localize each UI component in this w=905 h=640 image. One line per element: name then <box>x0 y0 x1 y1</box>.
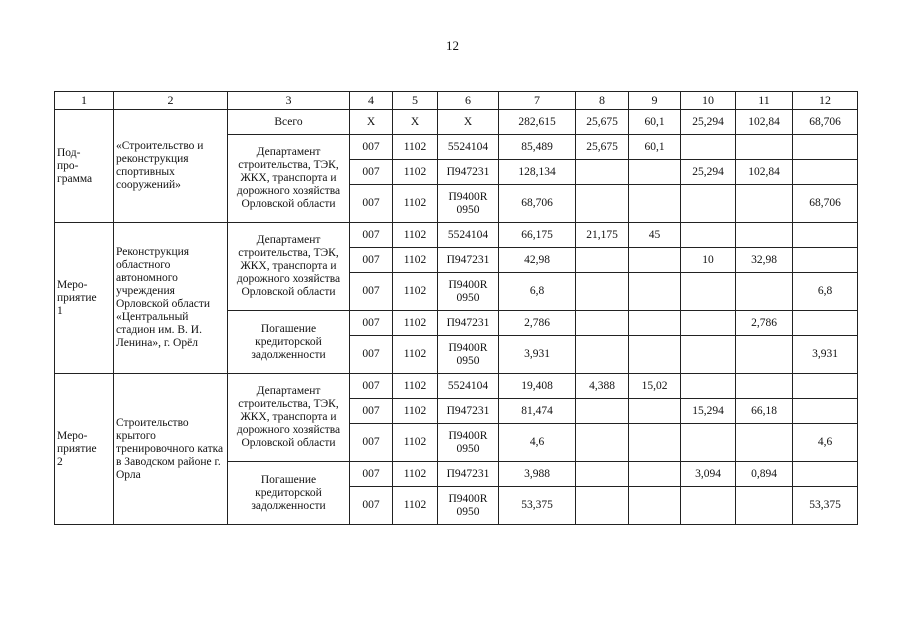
col-header: 7 <box>499 92 576 110</box>
value-cell: 2,786 <box>736 311 793 336</box>
executor-cell: Всего <box>228 110 350 135</box>
value-cell: 45 <box>629 223 681 248</box>
value-cell: 007 <box>350 185 393 223</box>
value-cell: 60,1 <box>629 110 681 135</box>
value-cell <box>736 487 793 525</box>
col-header: 2 <box>114 92 228 110</box>
value-cell: 3,931 <box>793 336 858 374</box>
value-cell <box>576 399 629 424</box>
value-cell: 25,294 <box>681 110 736 135</box>
section-type-cell: Под- про- грамма <box>55 110 114 223</box>
value-cell: 4,6 <box>499 424 576 462</box>
executor-cell: Департамент строительства, ТЭК, ЖКХ, транспорта и дорожного хозяйства Орловской области <box>228 135 350 223</box>
col-header: 11 <box>736 92 793 110</box>
executor-cell: Погашение кредиторской задолженности <box>228 462 350 525</box>
value-cell <box>736 223 793 248</box>
value-cell: 007 <box>350 462 393 487</box>
executor-cell: Департамент строительства, ТЭК, ЖКХ, транспорта и дорожного хозяйства Орловской области <box>228 223 350 311</box>
value-cell <box>629 399 681 424</box>
value-cell: П947231 <box>438 399 499 424</box>
value-cell <box>736 374 793 399</box>
value-cell: 1102 <box>393 223 438 248</box>
value-cell: 1102 <box>393 374 438 399</box>
executor-cell: Погашение кредиторской задолженности <box>228 311 350 374</box>
value-cell: 21,175 <box>576 223 629 248</box>
value-cell: 4,6 <box>793 424 858 462</box>
value-cell: 60,1 <box>629 135 681 160</box>
value-cell <box>576 248 629 273</box>
value-cell: П947231 <box>438 248 499 273</box>
value-cell: 5524104 <box>438 223 499 248</box>
value-cell: 007 <box>350 487 393 525</box>
value-cell: Х <box>393 110 438 135</box>
col-header: 12 <box>793 92 858 110</box>
value-cell: 6,8 <box>499 273 576 311</box>
value-cell: П947231 <box>438 311 499 336</box>
value-cell <box>793 399 858 424</box>
value-cell <box>576 185 629 223</box>
value-cell: 3,094 <box>681 462 736 487</box>
value-cell: Х <box>438 110 499 135</box>
value-cell: Х <box>350 110 393 135</box>
value-cell <box>576 311 629 336</box>
page-number: 12 <box>446 38 459 53</box>
value-cell <box>681 374 736 399</box>
value-cell <box>736 424 793 462</box>
value-cell: П9400R 0950 <box>438 487 499 525</box>
section-name-cell: Реконструкция областного автономного учреждения Орловской области «Центральный стадион им. В. И. Ленина», г. Орёл <box>114 223 228 374</box>
table-row <box>55 110 858 135</box>
value-cell: 25,675 <box>576 110 629 135</box>
value-cell: 81,474 <box>499 399 576 424</box>
col-header: 6 <box>438 92 499 110</box>
value-cell <box>576 487 629 525</box>
value-cell <box>629 336 681 374</box>
value-cell: 1102 <box>393 311 438 336</box>
value-cell: 85,489 <box>499 135 576 160</box>
value-cell <box>576 160 629 185</box>
value-cell: 1102 <box>393 185 438 223</box>
value-cell: П9400R 0950 <box>438 424 499 462</box>
value-cell <box>681 273 736 311</box>
value-cell: 1102 <box>393 336 438 374</box>
value-cell: 1102 <box>393 462 438 487</box>
table-row <box>55 223 858 248</box>
value-cell: 66,175 <box>499 223 576 248</box>
value-cell: 1102 <box>393 273 438 311</box>
value-cell: 1102 <box>393 248 438 273</box>
value-cell <box>576 424 629 462</box>
value-cell: 5524104 <box>438 374 499 399</box>
value-cell: 282,615 <box>499 110 576 135</box>
value-cell: 007 <box>350 424 393 462</box>
value-cell: 102,84 <box>736 160 793 185</box>
value-cell <box>576 336 629 374</box>
value-cell <box>629 424 681 462</box>
section-type-cell: Меро- приятие 2 <box>55 374 114 525</box>
value-cell: 007 <box>350 336 393 374</box>
value-cell <box>736 273 793 311</box>
value-cell: 0,894 <box>736 462 793 487</box>
value-cell <box>576 462 629 487</box>
col-header: 8 <box>576 92 629 110</box>
col-header: 5 <box>393 92 438 110</box>
value-cell: 19,408 <box>499 374 576 399</box>
value-cell: 007 <box>350 248 393 273</box>
value-cell: 2,786 <box>499 311 576 336</box>
value-cell: П9400R 0950 <box>438 185 499 223</box>
value-cell: 68,706 <box>499 185 576 223</box>
value-cell: П947231 <box>438 160 499 185</box>
executor-cell: Департамент строительства, ТЭК, ЖКХ, транспорта и дорожного хозяйства Орловской области <box>228 374 350 462</box>
col-header: 1 <box>55 92 114 110</box>
value-cell <box>681 311 736 336</box>
value-cell: 3,988 <box>499 462 576 487</box>
section-name-cell: «Строительство и реконструкция спортивных сооружений» <box>114 110 228 223</box>
value-cell: 66,18 <box>736 399 793 424</box>
value-cell <box>629 273 681 311</box>
value-cell: П9400R 0950 <box>438 336 499 374</box>
value-cell <box>629 487 681 525</box>
value-cell: 007 <box>350 311 393 336</box>
col-header: 10 <box>681 92 736 110</box>
value-cell: 1102 <box>393 399 438 424</box>
value-cell: 1102 <box>393 135 438 160</box>
value-cell <box>793 135 858 160</box>
value-cell <box>793 223 858 248</box>
section-type-cell: Меро- приятие 1 <box>55 223 114 374</box>
value-cell: 25,675 <box>576 135 629 160</box>
value-cell: 10 <box>681 248 736 273</box>
value-cell <box>629 248 681 273</box>
value-cell: П9400R 0950 <box>438 273 499 311</box>
col-header: 4 <box>350 92 393 110</box>
value-cell: П947231 <box>438 462 499 487</box>
value-cell: 128,134 <box>499 160 576 185</box>
value-cell <box>793 462 858 487</box>
value-cell: 007 <box>350 399 393 424</box>
value-cell: 4,388 <box>576 374 629 399</box>
value-cell <box>793 311 858 336</box>
value-cell <box>681 424 736 462</box>
value-cell: 5524104 <box>438 135 499 160</box>
value-cell: 3,931 <box>499 336 576 374</box>
value-cell: 25,294 <box>681 160 736 185</box>
value-cell: 007 <box>350 160 393 185</box>
value-cell <box>681 185 736 223</box>
col-header: 9 <box>629 92 681 110</box>
value-cell <box>736 336 793 374</box>
value-cell <box>629 311 681 336</box>
value-cell <box>681 487 736 525</box>
col-header: 3 <box>228 92 350 110</box>
value-cell: 53,375 <box>499 487 576 525</box>
header-row <box>55 92 858 110</box>
value-cell: 15,294 <box>681 399 736 424</box>
value-cell <box>629 185 681 223</box>
value-cell <box>793 160 858 185</box>
value-cell <box>629 462 681 487</box>
value-cell <box>681 135 736 160</box>
value-cell: 42,98 <box>499 248 576 273</box>
value-cell: 15,02 <box>629 374 681 399</box>
value-cell: 32,98 <box>736 248 793 273</box>
value-cell <box>793 374 858 399</box>
value-cell: 6,8 <box>793 273 858 311</box>
value-cell: 68,706 <box>793 185 858 223</box>
value-cell: 007 <box>350 223 393 248</box>
value-cell <box>681 336 736 374</box>
value-cell <box>681 223 736 248</box>
section-name-cell: Строительство крытого тренировочного катка в Заводском районе г. Орла <box>114 374 228 525</box>
value-cell: 53,375 <box>793 487 858 525</box>
value-cell: 007 <box>350 374 393 399</box>
value-cell <box>736 185 793 223</box>
value-cell <box>576 273 629 311</box>
value-cell: 007 <box>350 273 393 311</box>
budget-table <box>54 91 858 525</box>
table-row <box>55 374 858 399</box>
value-cell: 68,706 <box>793 110 858 135</box>
value-cell <box>629 160 681 185</box>
value-cell: 007 <box>350 135 393 160</box>
value-cell: 102,84 <box>736 110 793 135</box>
value-cell <box>736 135 793 160</box>
value-cell: 1102 <box>393 424 438 462</box>
value-cell: 1102 <box>393 487 438 525</box>
value-cell <box>793 248 858 273</box>
value-cell: 1102 <box>393 160 438 185</box>
